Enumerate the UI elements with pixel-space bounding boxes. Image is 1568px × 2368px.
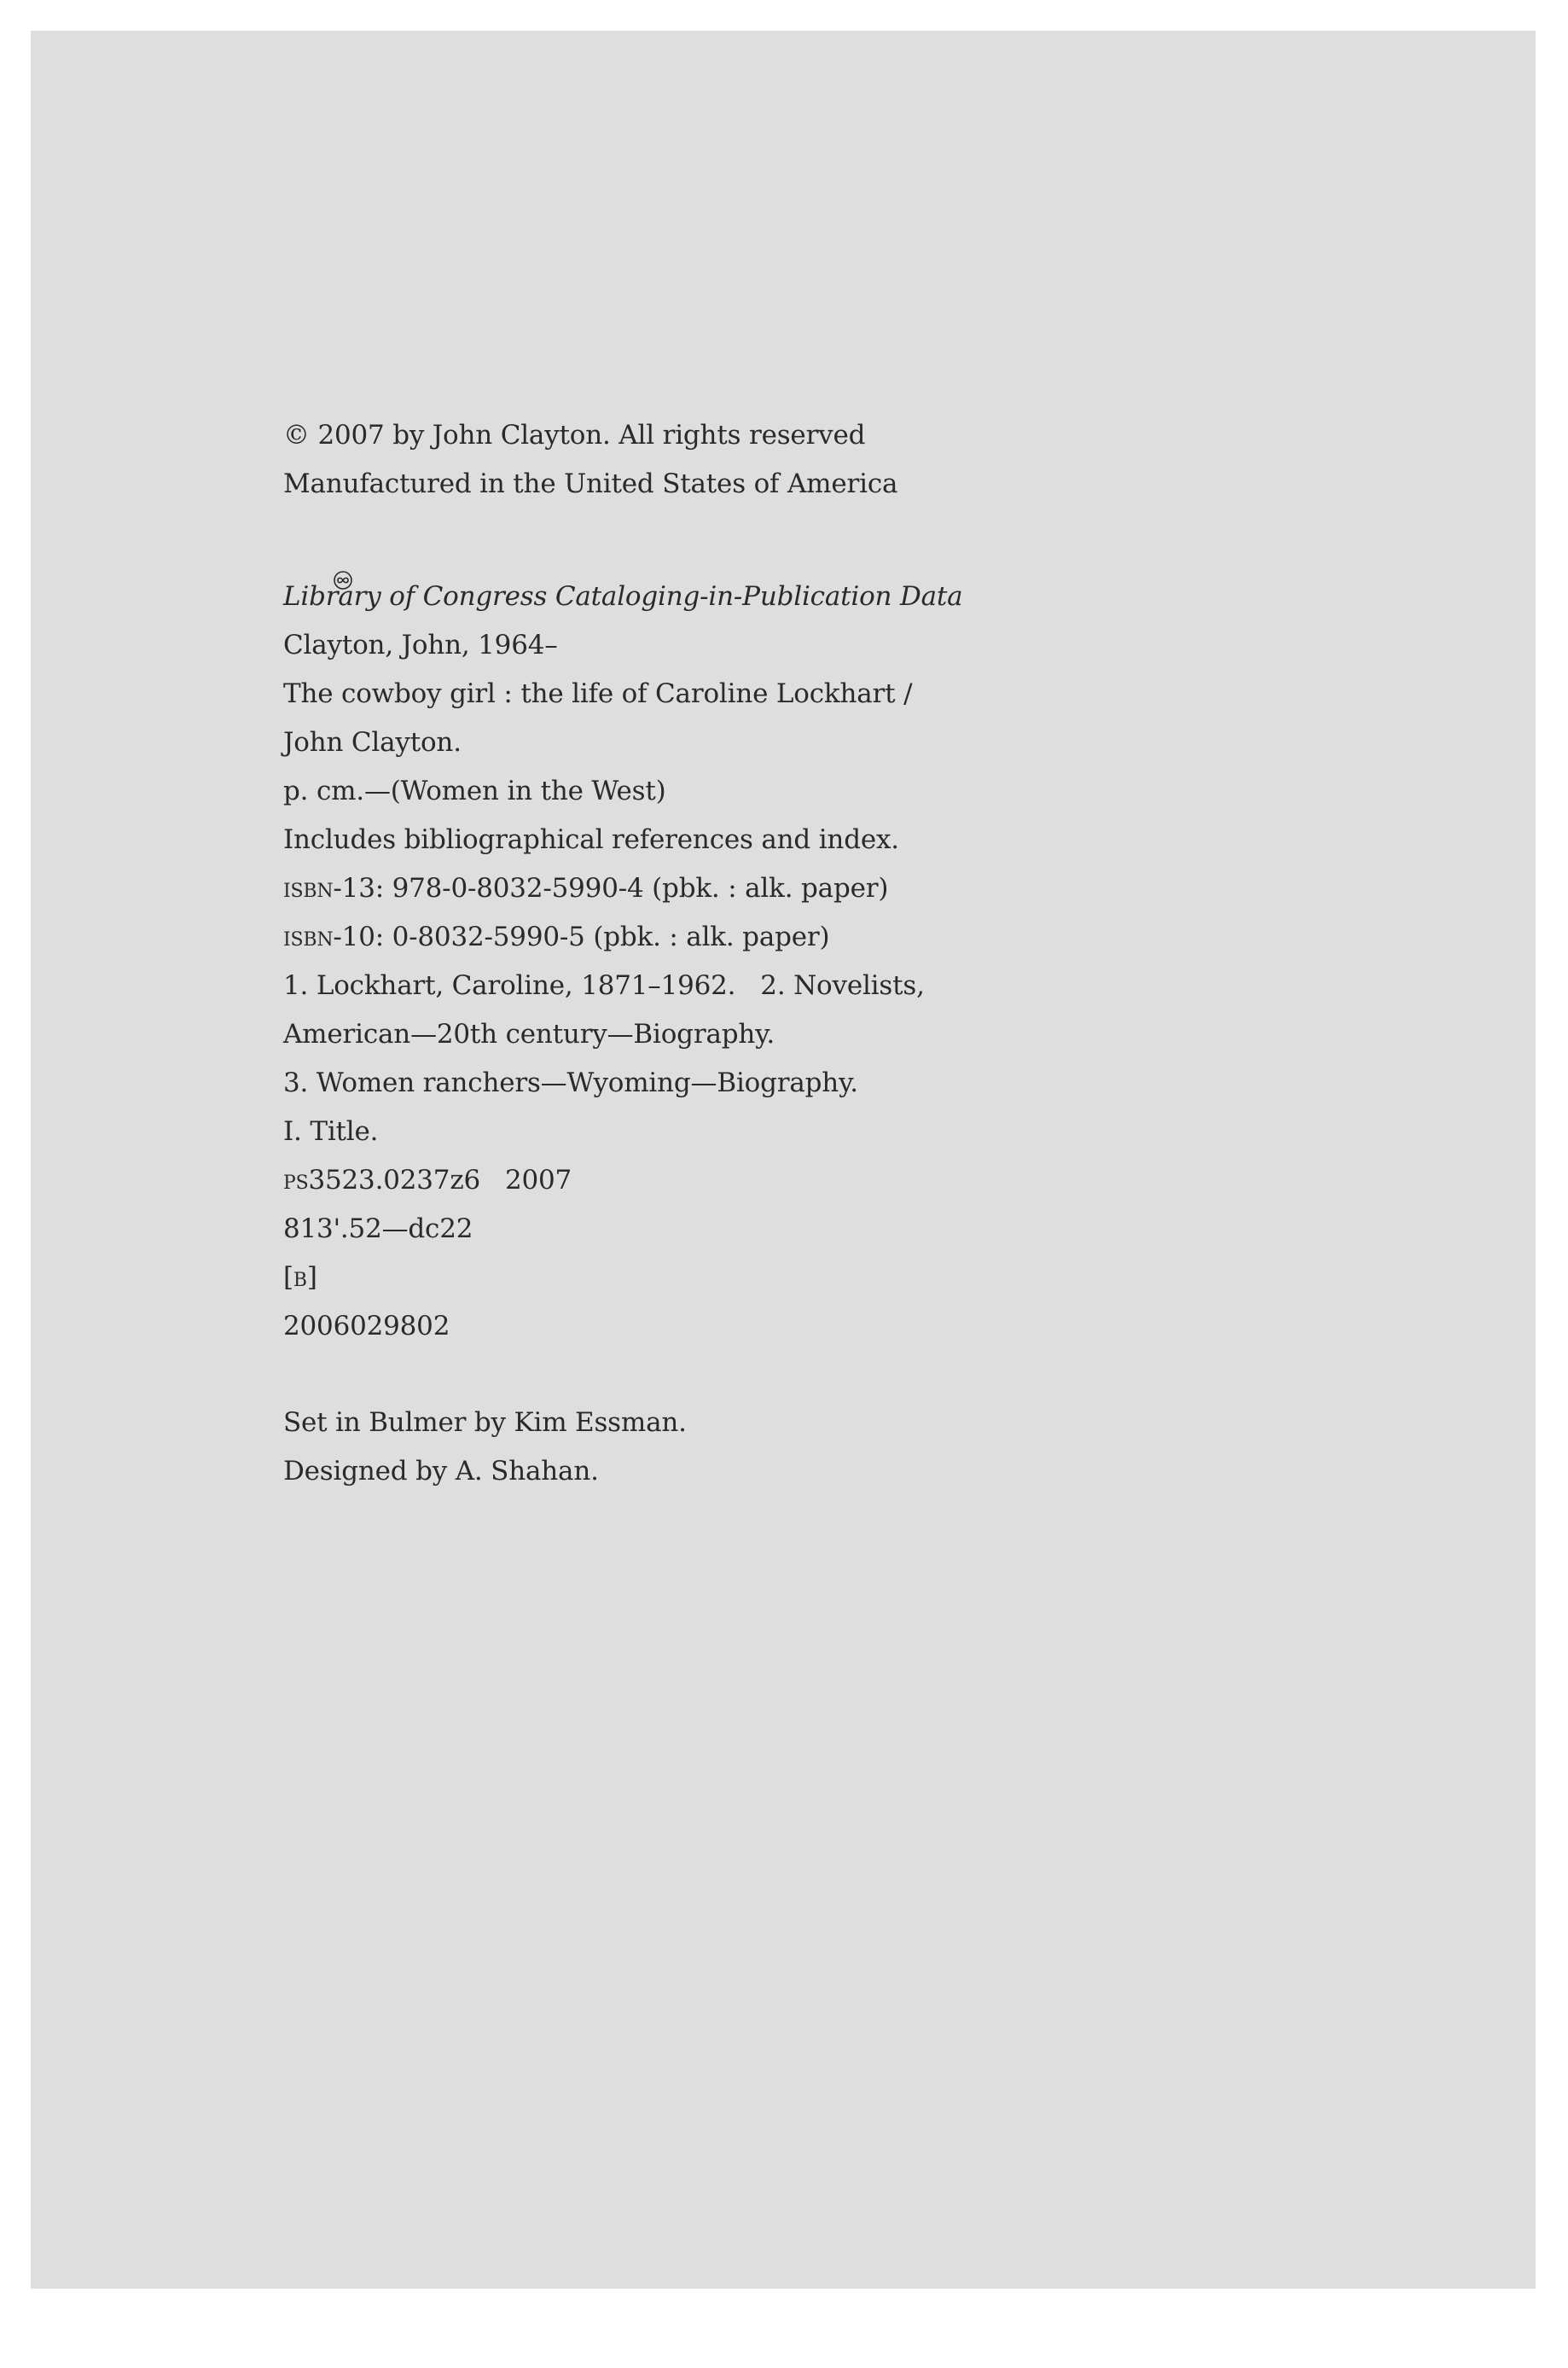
lc-class-prefix: ps xyxy=(283,1165,309,1196)
cip-heading: Library of Congress Cataloging-in-Publication Data xyxy=(283,581,963,612)
cip-lc-classification xyxy=(283,1156,1222,1205)
cip-title-line: John Clayton. xyxy=(283,727,462,758)
copyright-text-block xyxy=(283,411,1222,1496)
cip-isbn10 xyxy=(283,913,1222,962)
cip-lccn: 2006029802 xyxy=(283,1311,450,1341)
binding-bracket-close: ] xyxy=(306,1262,317,1293)
spacer xyxy=(283,557,1222,573)
isbn-prefix: isbn xyxy=(283,873,334,904)
cip-subject-line: 1. Lockhart, Caroline, 1871–1962. 2. Novelists, xyxy=(283,970,925,1001)
cip-physical-description: p. cm.—(Women in the West) xyxy=(283,776,666,806)
colophon-typeset: Set in Bulmer by Kim Essman. xyxy=(283,1407,687,1438)
cip-notes: Includes bibliographical references and index. xyxy=(283,824,899,855)
copyright-line: © 2007 by John Clayton. All rights reserved xyxy=(283,420,866,451)
paper-symbol-line xyxy=(283,509,1222,557)
cip-author-entry: Clayton, John, 1964– xyxy=(283,630,558,660)
cip-subject-line: 3. Women ranchers—Wyoming—Biography. xyxy=(283,1068,858,1098)
copyright-page xyxy=(31,31,1536,2289)
colophon-design: Designed by A. Shahan. xyxy=(283,1456,599,1487)
lc-class-number: 3523.0237z6 2007 xyxy=(308,1165,572,1196)
spacer xyxy=(283,1351,1222,1399)
cip-isbn13 xyxy=(283,864,1222,913)
cip-dewey: 813'.52—dc22 xyxy=(283,1213,473,1244)
cip-binding xyxy=(283,1254,1222,1302)
binding-bracket-open: [ xyxy=(283,1262,293,1293)
cip-title-tracing: I. Title. xyxy=(283,1116,379,1147)
binding-letter: b xyxy=(293,1262,307,1293)
cip-subject-line: American—20th century—Biography. xyxy=(283,1019,775,1050)
isbn-prefix: isbn xyxy=(283,922,334,952)
manufactured-line: Manufactured in the United States of America xyxy=(283,468,898,499)
cip-title-line: The cowboy girl : the life of Caroline Lockhart / xyxy=(283,678,913,709)
isbn13-number: -13: 978-0-8032-5990-4 (pbk. : alk. paper) xyxy=(333,873,889,904)
isbn10-number: -10: 0-8032-5990-5 (pbk. : alk. paper) xyxy=(333,922,830,952)
